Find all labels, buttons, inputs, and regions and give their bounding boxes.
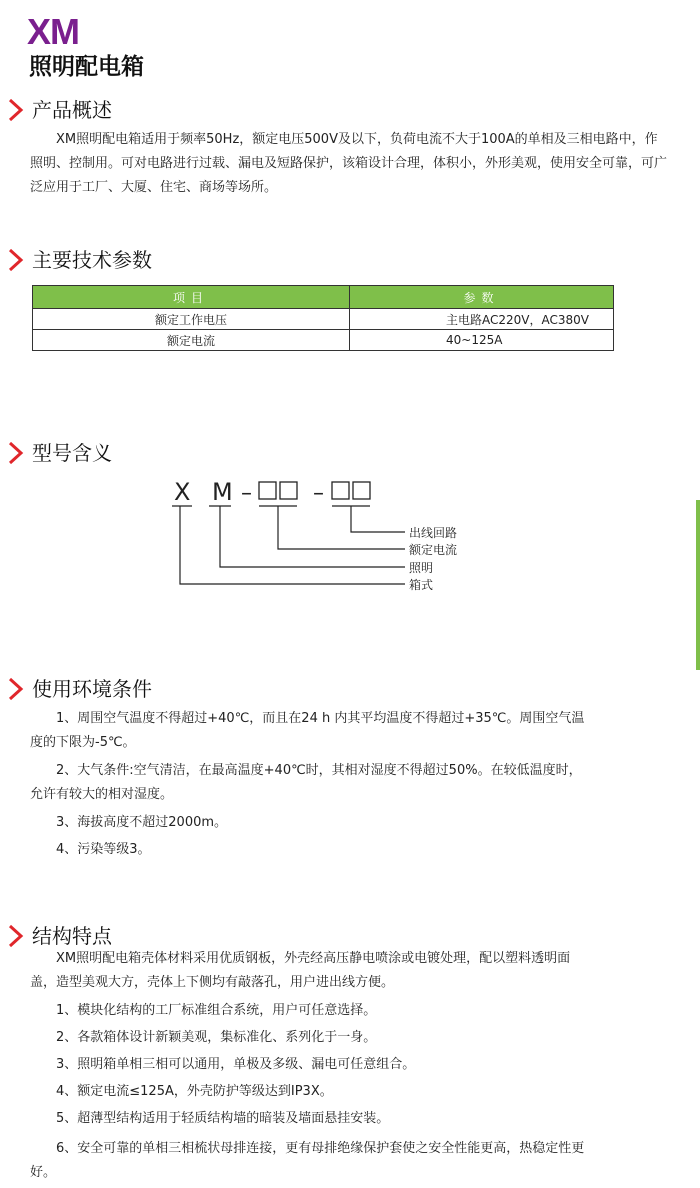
section-title: 使用环境条件 [32,677,152,701]
code-box [280,482,297,499]
chevron-right-icon [6,674,28,704]
structure-item: 5、超薄型结构适用于轻质结构墙的暗装及墙面悬挂安装。 [56,1111,390,1126]
code-box [332,482,349,499]
structure-item: 6、安全可靠的单相三相梳状母排连接，更有母排绝缘保护套使之安全性能更高，热稳定性更好。 [30,1141,585,1180]
chevron-right-icon [6,245,28,275]
code-dash: – [241,481,252,506]
column-header-item: 项目 [33,286,350,309]
side-tab-marker [696,500,700,670]
env-item: 3、海拔高度不超过2000m。 [56,815,228,830]
structure-item: 2、各款箱体设计新颖美观，集标准化、系列化于一身。 [56,1030,377,1045]
env-item: 1、周围空气温度不得超过+40℃，而且在24 h 内其平均温度不得超过+35℃。周围空气温度的下限为-5℃。 [30,711,585,750]
table-header-row [33,286,614,309]
params-table [32,285,614,351]
leader-lines [172,506,405,584]
section-title: 结构特点 [32,924,112,948]
section-heading-model [6,438,112,468]
structure-item: 1、模块化结构的工厂标准组合系统，用户可任意选择。 [56,1003,377,1018]
section-title: 主要技术参数 [32,248,152,272]
table-cell: 40~125A [350,330,614,351]
overview-text: XM照明配电箱适用于频率50Hz，额定电压500V及以下，负荷电流不大于100A的单相及三相电路中，作照明、控制用。可对电路进行过载、漏电及短路保护，该箱设计合理，体积小，外形美观，使用安全可靠，可广泛应用于工厂、大厦、住宅、商场等场所。 [30,132,668,195]
table-row [33,309,614,330]
code-m: M [212,478,233,506]
section-heading-overview [6,95,112,125]
section-heading-env [6,674,152,704]
code-box [353,482,370,499]
section-heading-params [6,245,152,275]
table-row [33,330,614,351]
chevron-right-icon [6,921,28,951]
page-title: 照明配电箱 [29,54,144,80]
structure-item: 3、照明箱单相三相可以通用，单极及多级、漏电可任意组合。 [56,1057,416,1072]
table-cell: 主电路AC220V，AC380V [350,309,614,330]
code-x: X [174,478,191,506]
brand-logo: XM [27,11,79,52]
env-item: 4、污染等级3。 [56,842,151,857]
legend-label: 出线回路 [409,526,458,540]
model-code-diagram [0,470,700,600]
section-title: 产品概述 [32,98,112,122]
section-title: 型号含义 [32,441,112,465]
code-box [259,482,276,499]
legend-label: 额定电流 [409,543,458,557]
structure-item: 4、额定电流≤125A，外壳防护等级达到IP3X。 [56,1084,333,1099]
env-item: 2、大气条件:空气清洁，在最高温度+40℃时，其相对湿度不得超过50%。在较低温度时，允许有较大的相对湿度。 [30,763,582,802]
code-dash: – [313,481,324,506]
structure-intro: XM照明配电箱壳体材料采用优质钢板，外壳经高压静电喷涂或电镀处理，配以塑料透明面盖，造型美观大方，壳体上下侧均有敲落孔，用户进出线方便。 [30,951,571,990]
column-header-value: 参数 [350,286,614,309]
chevron-right-icon [6,95,28,125]
chevron-right-icon [6,438,28,468]
table-cell: 额定工作电压 [33,309,350,330]
legend-label: 照明 [409,561,434,575]
legend-label: 箱式 [409,578,434,592]
table-cell: 额定电流 [33,330,350,351]
